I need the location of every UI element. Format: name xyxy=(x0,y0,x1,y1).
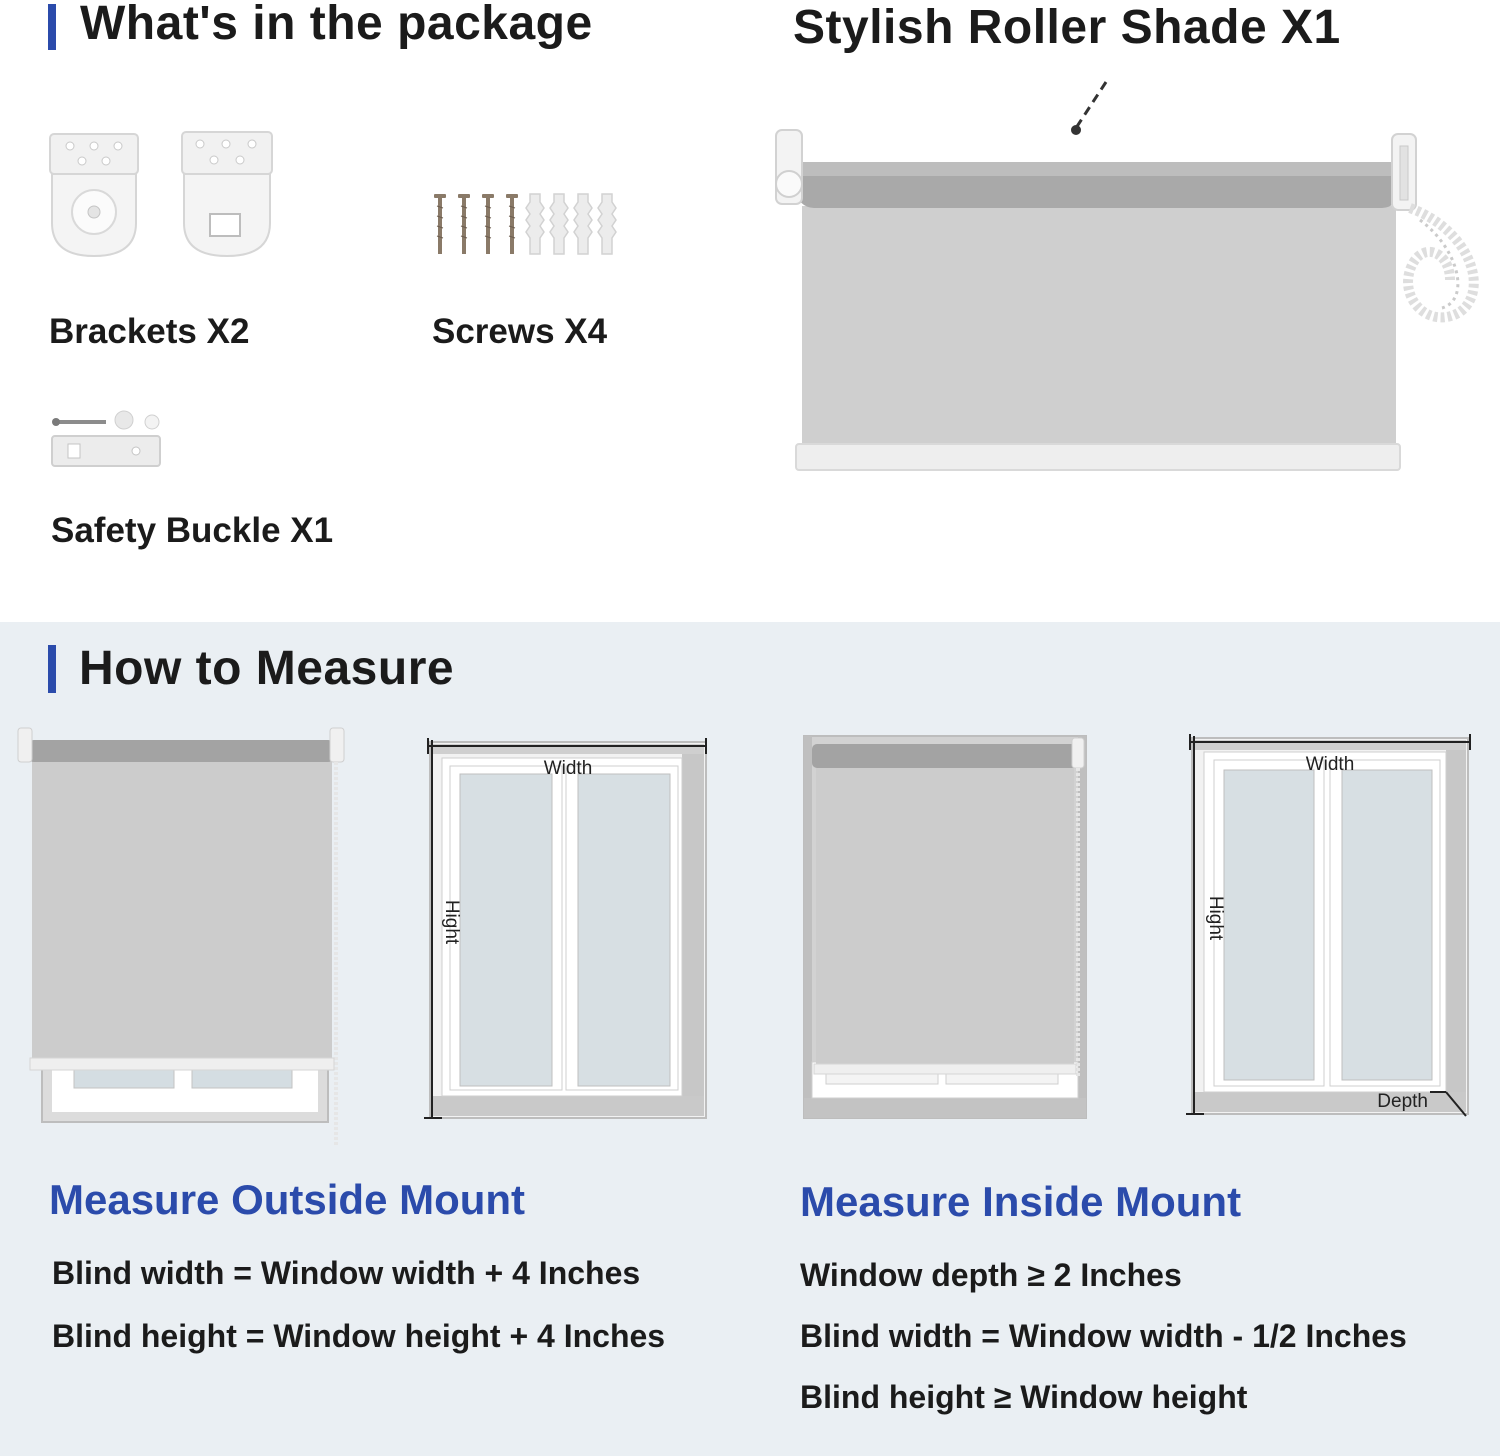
package-item-label: Screws X4 xyxy=(432,312,608,351)
inside-mount-shade-illustration xyxy=(800,732,1090,1122)
inside-mount-rule: Window depth ≥ 2 Inches xyxy=(800,1257,1182,1293)
width-dimension-label: Width xyxy=(1305,754,1355,775)
safety-buckle-icon xyxy=(50,408,165,470)
outside-mount-title: Measure Outside Mount xyxy=(49,1176,526,1223)
outside-mount-shade-illustration xyxy=(14,722,354,1152)
outside-mount-rule: Blind height = Window height + 4 Inches xyxy=(52,1318,666,1354)
inside-mount-rule: Blind height ≥ Window height xyxy=(800,1379,1248,1415)
height-dimension-label: Hight xyxy=(441,899,462,945)
outside-mount-window-diagram xyxy=(420,736,715,1126)
roller-shade-illustration xyxy=(770,80,1500,480)
measure-title: How to Measure xyxy=(79,642,455,695)
section-accent-bar xyxy=(48,4,56,50)
inside-mount-window-diagram xyxy=(1184,730,1476,1122)
width-dimension-label: Width xyxy=(543,758,593,779)
section-accent-bar xyxy=(48,645,56,693)
bracket-icon xyxy=(48,128,278,263)
package-item-label: Safety Buckle X1 xyxy=(51,511,334,550)
screw-icon xyxy=(430,190,625,262)
height-dimension-label: Hight xyxy=(1205,895,1226,941)
outside-mount-rule: Blind width = Window width + 4 Inches xyxy=(52,1255,641,1291)
package-title: What's in the package xyxy=(80,0,593,50)
product-title: Stylish Roller Shade X1 xyxy=(793,1,1341,54)
inside-mount-rule: Blind width = Window width - 1/2 Inches xyxy=(800,1318,1407,1354)
depth-dimension-label: Depth xyxy=(1377,1091,1428,1112)
inside-mount-title: Measure Inside Mount xyxy=(800,1178,1242,1225)
package-item-label: Brackets X2 xyxy=(49,312,250,351)
